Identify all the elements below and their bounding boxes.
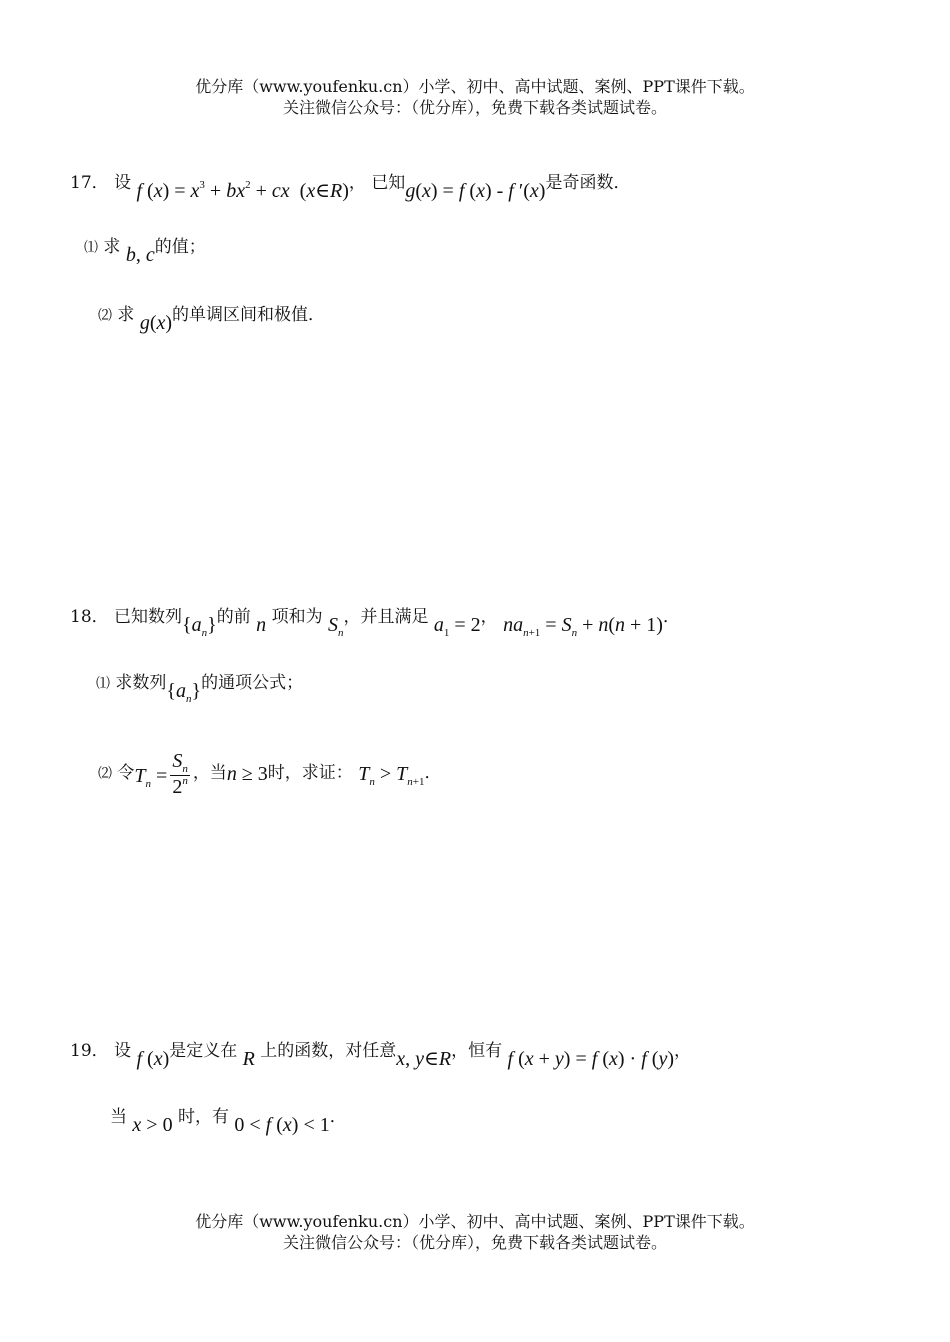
formula-x-gt-0: x > 0 [132, 1114, 173, 1136]
problem-number: 19． [70, 1041, 109, 1061]
formula-b-c: b, c [125, 244, 155, 266]
problem-number: 18． [70, 607, 109, 627]
formula-f-x: f (x) [136, 1048, 170, 1070]
problem-19-stem: 19． 设 f (x)是定义在 R 上的函数，对任意x, y∈R，恒有 f (x + y) = f (x) · f (y)， [70, 1041, 691, 1070]
problem-18-stem: 18． 已知数列$\{a_n\}$的前 n 项和为 $S_n$，并且满足 $a_1 = 2$， $na_{n+1} = S_n + n(n + 1)$． [70, 607, 680, 639]
formula-g-definition: g(x) = f (x) - f ′(x) [405, 180, 546, 202]
problem-17-stem: 17． 设 f $(x) = x^3 + bx^2$ + cx (x∈R)， 已知g(x) = f (x) - f ′(x)是奇函数． [70, 173, 631, 202]
problem-18-part-2: ⑵ 令$T_n$ = $\frac{S_n}{2^n}$ ，当n ≥ 3时，求证： $T_n > T_{n+1}$． [98, 750, 442, 798]
formula-tn-inequality: $T_n > T_{n+1}$ [358, 763, 425, 789]
formula-x-y-in-r: x, y∈R [396, 1048, 452, 1070]
banner-line-1: 优分库（www.youfenku.cn）小学、初中、高中试题、案例、PPT课件下载。 [195, 1212, 755, 1231]
formula-functional-equation: f (x + y) = f (x) · f (y) [507, 1048, 674, 1070]
formula-sequence-an: $\{a_n\}$ [166, 680, 202, 705]
formula-n: n [256, 614, 267, 636]
formula-g-x: g(x) [139, 312, 173, 334]
formula-sn: $S_n$ [327, 614, 344, 639]
formula-f-bounds: 0 < f (x) < 1 [234, 1114, 330, 1136]
banner-line-1: 优分库（www.youfenku.cn）小学、初中、高中试题、案例、PPT课件下载。 [195, 77, 755, 96]
formula-n-ge-3: n ≥ 3 [226, 763, 268, 786]
formula-recurrence: $na_{n+1} = S_n + n(n + 1)$ [503, 614, 663, 639]
formula-sequence-an: $\{a_n\}$ [182, 614, 217, 639]
problem-18-part-1: ⑴ 求数列$\{a_n\}$的通项公式； [96, 673, 304, 705]
footer-banner [0, 1211, 950, 1253]
problem-number: 17． [70, 173, 109, 193]
problem-17-part-1: ⑴ 求 b, c的值； [84, 237, 206, 266]
banner-line-2: 关注微信公众号：（优分库），免费下载各类试题试卷。 [282, 98, 667, 117]
banner-line-2: 关注微信公众号：（优分库），免费下载各类试题试卷。 [282, 1233, 667, 1252]
problem-19-condition: 当 x > 0 时，有 0 < f (x) < 1． [110, 1107, 347, 1136]
problem-17-part-2: ⑵ 求 g(x)的单调区间和极值． [98, 305, 326, 334]
formula-r: R [242, 1048, 255, 1070]
formula-a1: $a_1 = 2$ [433, 614, 481, 639]
formula-tn-definition: $T_n$ = $\frac{S_n}{2^n}$ [134, 750, 188, 798]
formula-f-definition: f $(x) = x^3 + bx^2$ + cx (x∈R) [136, 179, 349, 202]
header-banner [0, 76, 950, 118]
